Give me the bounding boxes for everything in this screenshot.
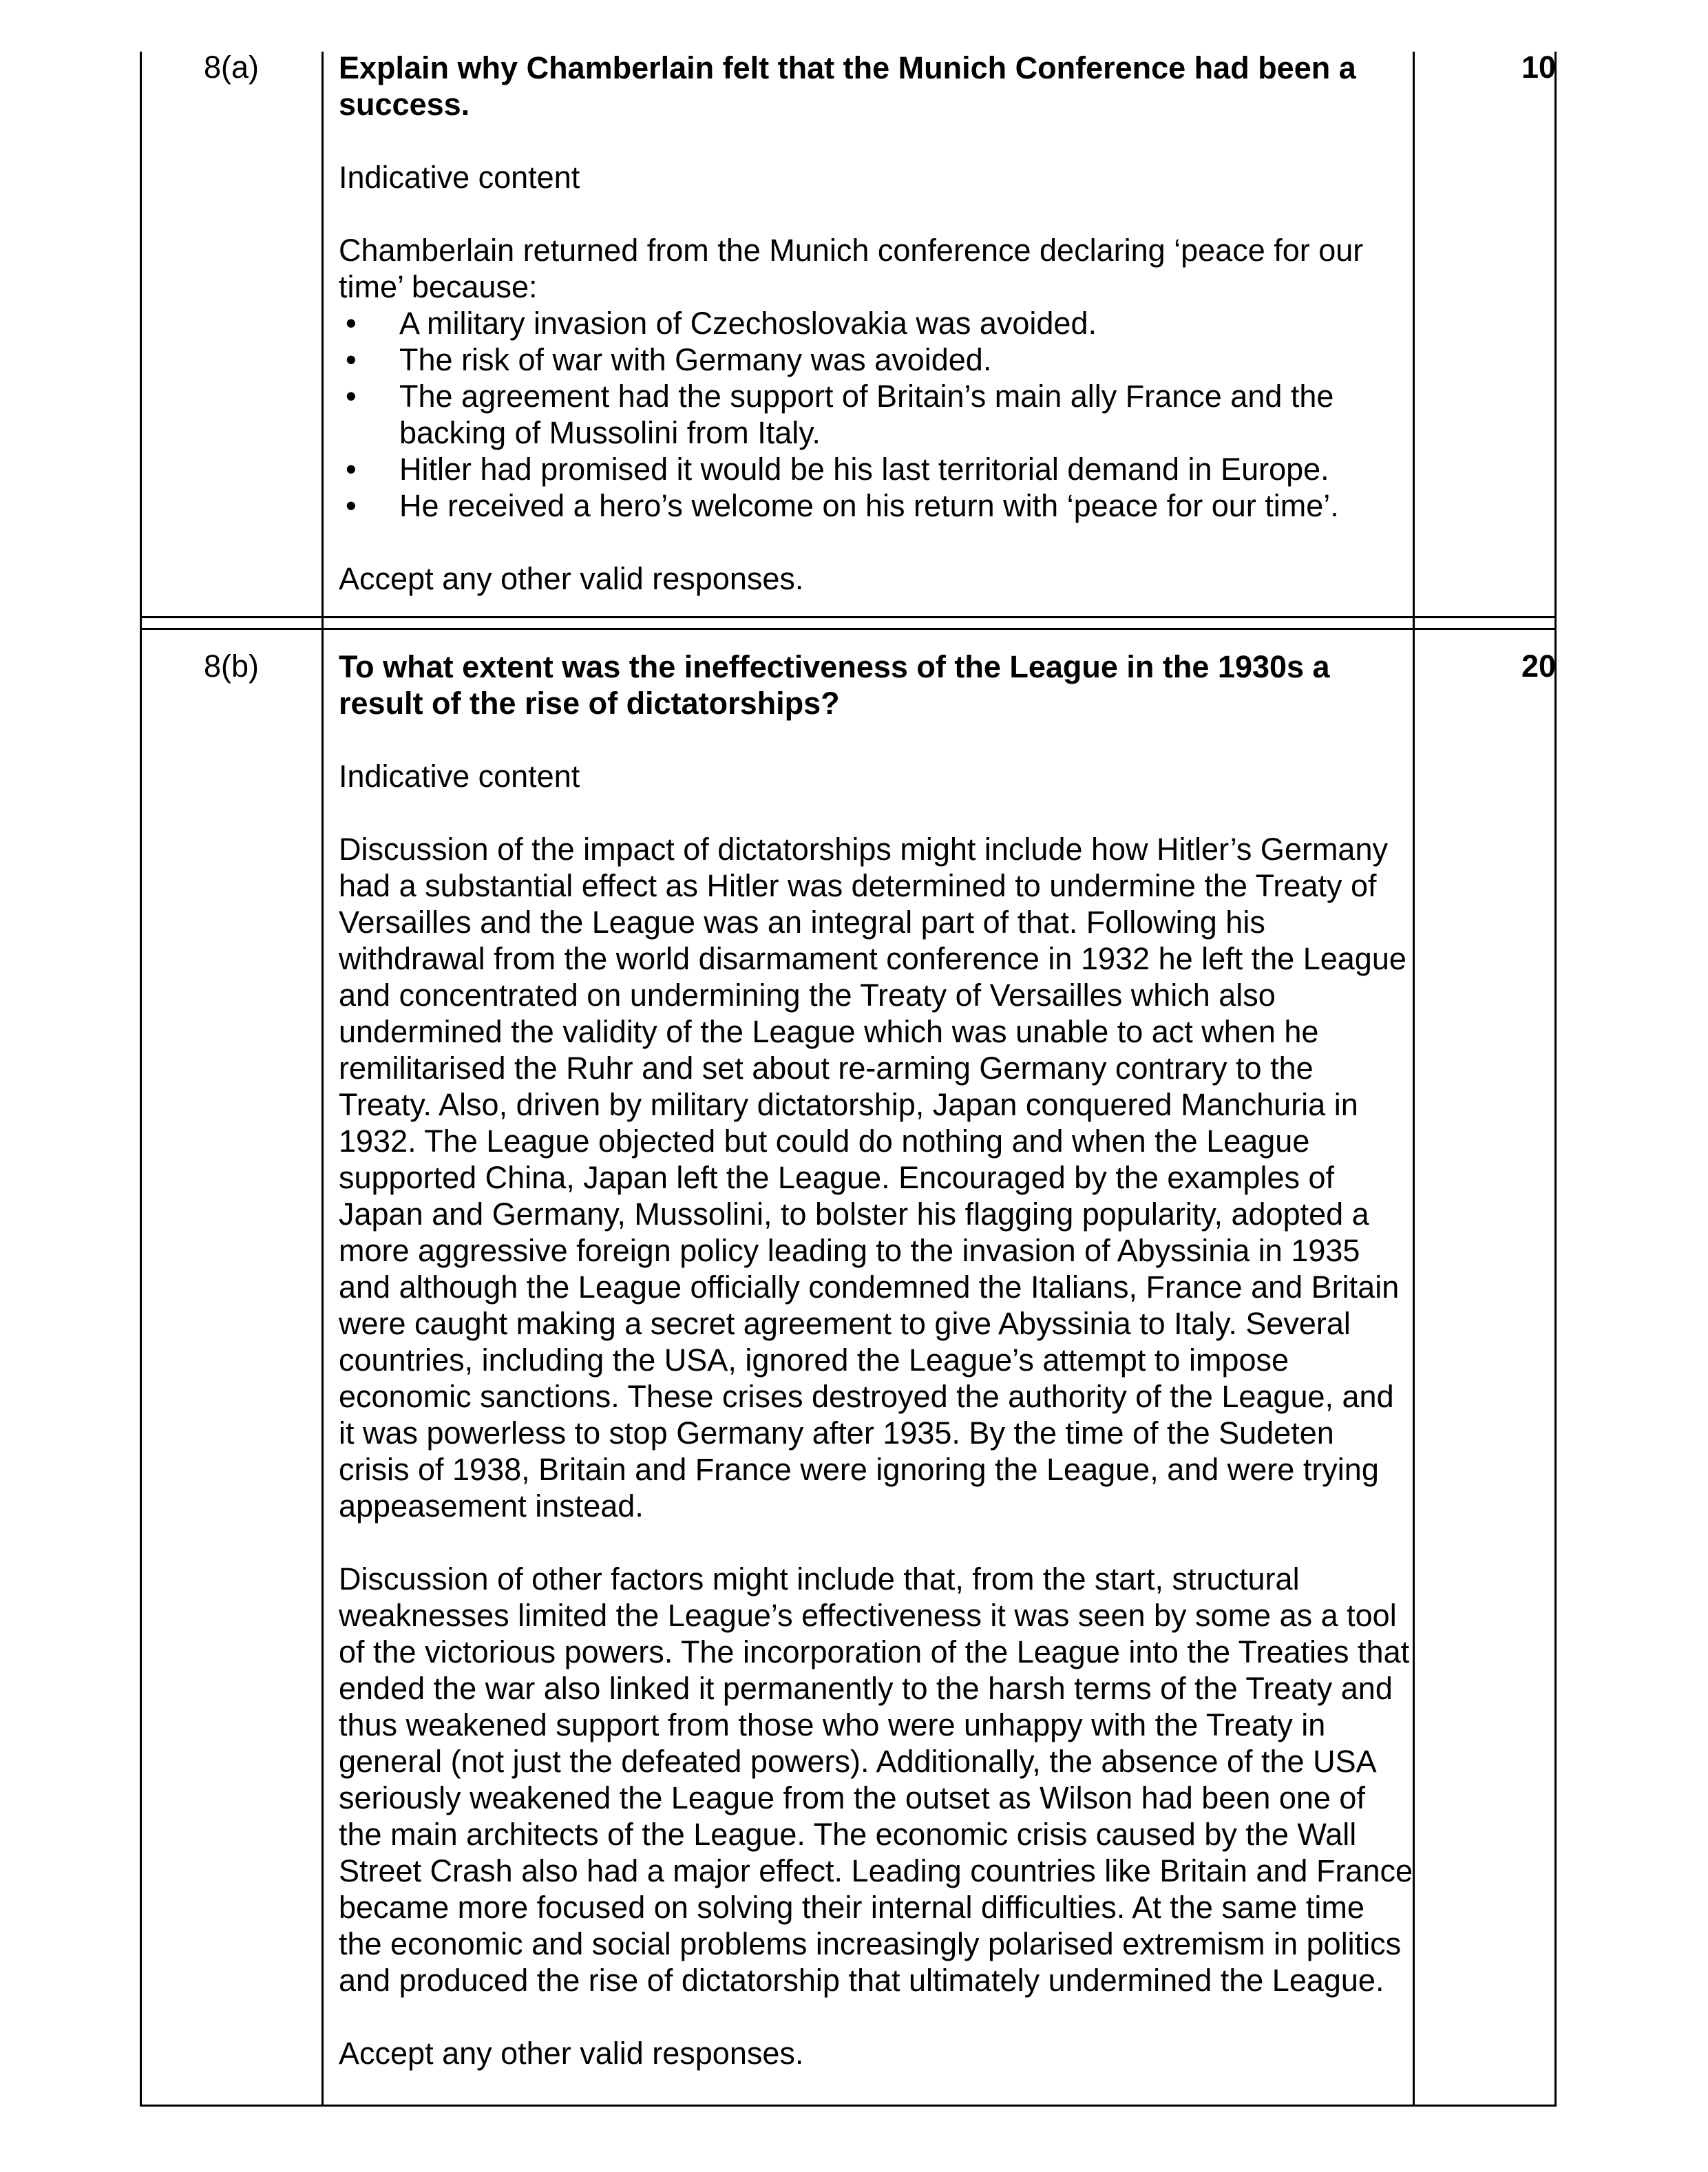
table-divider-number — [321, 52, 324, 2107]
bullet-icon: • — [346, 488, 357, 523]
list-item — [339, 305, 1413, 341]
question-number-8b: 8(b) — [203, 649, 260, 684]
table-divider-marks — [1413, 52, 1415, 2107]
paragraph-other-factors: Discussion of other factors might include that, from the start, structural weaknesses limited the League’s effectiveness it was seen by some as a tool of the victorious powers. The incorporation of the League into the Treaties that ended the war also linked it permanently to the harsh terms of the Treaty and thus weakened support from those who were unhappy with the Treaty in general (not just the defeated powers). Additionally, the absence of the USA seriously weakened the League from the outset as Wilson had been one of the main architects of the League. The economic crisis caused by the Wall Street Crash also had a major effect. Leading countries like Britain and France became more focused on solving their internal difficulties. At the same time the economic and social problems increasingly polarised extremism in politics and produced the rise of dictatorship that ultimately undermined the League. — [339, 1561, 1413, 1998]
closing-text-8b: Accept any other valid responses. — [339, 2036, 804, 2071]
bullet-icon: • — [346, 379, 357, 414]
table-border-bottom — [140, 2105, 1557, 2107]
list-item-text: A military invasion of Czechoslovakia was avoided. — [399, 306, 1097, 341]
question-text-8a: Explain why Chamberlain felt that the Munich Conference had been a success. — [339, 50, 1356, 122]
question-number-8a: 8(a) — [203, 50, 260, 85]
list-item-text: The agreement had the support of Britain’s main ally France and the backing of Mussolini from Italy. — [399, 379, 1334, 450]
bullet-icon: • — [346, 452, 357, 487]
row-separator-top — [140, 616, 1557, 618]
question-text-8b: To what extent was the ineffectiveness of the League in the 1930s a result of the rise of dictatorships? — [339, 649, 1330, 721]
bullet-icon: • — [346, 342, 357, 377]
list-item-text: He received a hero’s welcome on his return with ‘peace for our time’. — [399, 488, 1339, 523]
list-item — [339, 487, 1413, 524]
row-separator-bottom — [140, 628, 1557, 630]
table-border-right — [1554, 52, 1557, 2107]
list-item — [339, 341, 1413, 378]
table-border-left — [140, 52, 142, 2107]
list-item-text: Hitler had promised it would be his last territorial demand in Europe. — [399, 452, 1329, 487]
indicative-heading-8a: Indicative content — [339, 160, 580, 195]
answer-cell-8a — [339, 50, 1413, 597]
marks-8a: 10 — [1521, 50, 1556, 85]
bullet-list-8a — [339, 305, 1413, 524]
list-item-text: The risk of war with Germany was avoided. — [399, 342, 992, 377]
list-item — [339, 378, 1413, 451]
answer-cell-8b — [339, 649, 1413, 2071]
closing-text-8a: Accept any other valid responses. — [339, 561, 804, 596]
indicative-heading-8b: Indicative content — [339, 759, 580, 794]
bullet-icon: • — [346, 306, 357, 341]
paragraph-dictatorships: Discussion of the impact of dictatorships might include how Hitler’s Germany had a substantial effect as Hitler was determined to undermine the Treaty of Versailles and the League was an integral part of that. Following his withdrawal from the world disarmament conference in 1932 he left the League and concentrated on undermining the Treaty of Versailles which also undermined the validity of the League which was unable to act when he remilitarised the Ruhr and set about re-arming Germany contrary to the Treaty. Also, driven by military dictatorship, Japan conquered Manchuria in 1932. The League objected but could do nothing and when the League supported China, Japan left the League. Encouraged by the examples of Japan and Germany, Mussolini, to bolster his flagging popularity, adopted a more aggressive foreign policy leading to the invasion of Abyssinia in 1935 and although the League officially condemned the Italians, France and Britain were caught making a secret agreement to give Abyssinia to Italy. Several countries, including the USA, ignored the League’s attempt to impose economic sanctions. These crises destroyed the authority of the League, and it was powerless to stop Germany after 1935. By the time of the Sudeten crisis of 1938, Britain and France were ignoring the League, and were trying appeasement instead. — [339, 832, 1406, 1523]
marks-8b: 20 — [1521, 649, 1556, 684]
intro-text-8a: Chamberlain returned from the Munich conference declaring ‘peace for our time’ because: — [339, 233, 1364, 304]
list-item — [339, 451, 1413, 487]
